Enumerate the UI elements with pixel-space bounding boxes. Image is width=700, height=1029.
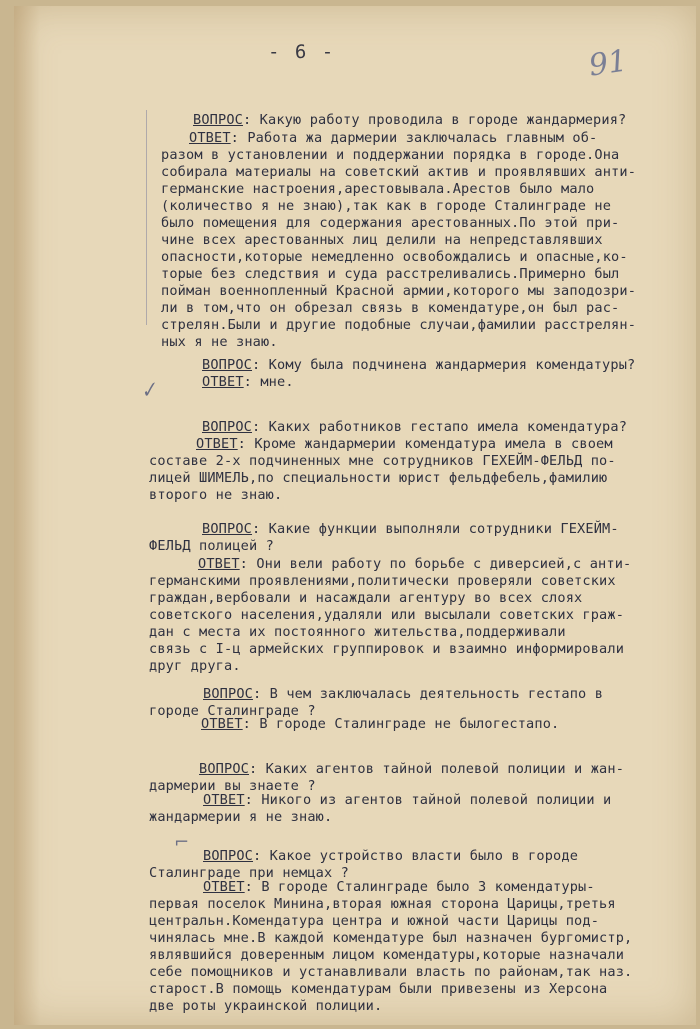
answer-line	[196, 436, 613, 453]
answer-line: торые без следствия и суда расстреливались.Примерно был	[161, 266, 620, 282]
answer-line: составе 2-х подчиненных мне сотрудников ГЕХЕЙМ-ФЕЛЬД по-	[149, 453, 616, 469]
question-text: : Какое устройство власти было в городе	[253, 848, 579, 864]
answer-text: : В городе Сталинграде не былогестапо.	[242, 716, 560, 732]
binding-edge	[14, 6, 40, 1025]
answer-text: : Никого из агентов тайной полевой полиции и	[244, 792, 612, 808]
answer-line: (количество я не знаю),так как в городе Сталинграде не	[161, 198, 612, 214]
answer-line: граждан,вербовали и насаждали агентуру во всех слоях	[149, 590, 583, 606]
question-line	[199, 761, 624, 778]
answer-line: опасности,которые немедленно освобождались и опасные,ко-	[161, 249, 628, 265]
answer-line: являвшийся доверенным лицом комендатуры,которые назначали	[149, 947, 625, 963]
answer-line: чинялась мне.В каждой комендатуре был назначен бургомистр,	[149, 930, 633, 946]
answer-line: германскими проявлениями,политически проверяли советских	[149, 573, 616, 589]
answer-text: : Кроме жандармерии комендатура имела в своем	[237, 436, 613, 452]
answer-line: связь с I-ц армейских группировок и взаимно информировали	[149, 641, 625, 657]
answer-text: : Работа жа дармерии заключалась главным об-	[230, 130, 598, 146]
answer-line: стрелян.Были и другие подобные случаи,фамилии расстрелян-	[161, 317, 637, 333]
answer-text: : Они вели работу по борьбе с диверсией,с анти-	[239, 556, 632, 572]
answer-label: ОТВЕТ	[196, 436, 238, 452]
answer-line: себе помощников и устанавливали власть по районам,так наз.	[149, 964, 633, 980]
question-text: : Какие функции выполняли сотрудники ГЕХЕЙМ-	[252, 521, 619, 537]
answer-label: ОТВЕТ	[203, 879, 245, 895]
answer-line: было помещения для содержания арестованных.По этой при-	[161, 215, 620, 231]
question-line	[202, 419, 627, 436]
answer-line: чине всех арестованных лиц делили на непредставлявших	[161, 232, 603, 248]
question-label: ВОПРОС	[202, 357, 253, 373]
question-line	[202, 357, 635, 374]
answer-label: ОТВЕТ	[201, 716, 243, 732]
answer-line: пойман военнопленный Красной армии,которого мы заподозри-	[161, 283, 637, 299]
question-text: : Каких работников гестапо имела комендатура?	[252, 419, 628, 435]
question-label: ВОПРОС	[202, 521, 253, 537]
answer-line: лицей ШИМЕЛЬ,по специальности юрист фельдфебель,фамилию	[149, 470, 608, 486]
answer-label: ОТВЕТ	[198, 556, 240, 572]
question-label: ВОПРОС	[193, 112, 244, 128]
answer-line	[201, 716, 559, 733]
answer-line: германские настроения,арестовывала.Арестов было мало	[161, 181, 595, 197]
question-continuation: Сталинграде при немцах ?	[149, 865, 350, 881]
answer-line: ных я не знаю.	[161, 334, 278, 350]
answer-label: ОТВЕТ	[189, 130, 231, 146]
answer-line	[198, 556, 631, 573]
answer-line: советского населения,удаляли или высылали советских граж-	[149, 607, 625, 623]
answer-line: второго не знаю.	[149, 487, 283, 503]
question-line	[203, 686, 603, 703]
question-text: : В чем заключалась деятельность гестапо в	[253, 686, 604, 702]
question-text: : Каких агентов тайной полевой полиции и жан-	[249, 761, 625, 777]
answer-line: ли в том,что он обрезал связь в комендатуре,он был рас-	[161, 300, 620, 316]
question-line	[203, 848, 578, 865]
answer-line	[203, 792, 611, 809]
answer-line: две роты украинской полиции.	[149, 998, 383, 1014]
answer-line	[202, 374, 294, 391]
margin-tick-mark: ⌐	[174, 832, 190, 853]
question-line	[202, 521, 619, 538]
answer-line: старост.В помощь комендатурам были привезены из Херсона	[149, 981, 608, 997]
answer-line: собирала материалы на советский актив и проявлявших анти-	[161, 164, 637, 180]
question-label: ВОПРОС	[202, 419, 253, 435]
answer-line: дан с места их постоянного жительства,поддерживали	[149, 624, 566, 640]
answer-line: первая поселок Минина,вторая южная сторона Царицы,третья	[149, 896, 616, 912]
answer-line	[203, 879, 595, 896]
question-line	[193, 112, 626, 129]
question-continuation: городе Сталинграде ?	[149, 703, 316, 719]
page-number: - 6 -	[268, 41, 336, 63]
question-continuation: дармерии вы знаете ?	[149, 778, 316, 794]
answer-text: : мне.	[243, 374, 294, 390]
margin-pencil-line	[146, 110, 147, 325]
question-label: ВОПРОС	[199, 761, 250, 777]
question-text: : Какую работу проводила в городе жандармерия?	[243, 112, 627, 128]
question-label: ВОПРОС	[203, 848, 254, 864]
answer-line: друг друга.	[149, 658, 241, 674]
answer-line	[189, 130, 597, 147]
question-continuation: ФЕЛЬД полицей ?	[149, 538, 275, 554]
archive-number: 91	[586, 43, 630, 84]
answer-text: : В городе Сталинграде было 3 комендатуры-	[244, 879, 595, 895]
answer-line: разом в установлении и поддержании порядка в городе.Она	[161, 147, 620, 163]
answer-label: ОТВЕТ	[203, 792, 245, 808]
answer-line: центральн.Комендатура центра и южной части Царицы под-	[149, 913, 600, 929]
margin-check-mark: ✓	[137, 376, 160, 404]
answer-label: ОТВЕТ	[202, 374, 244, 390]
answer-line: жандармерии я не знаю.	[149, 809, 333, 825]
question-label: ВОПРОС	[203, 686, 254, 702]
question-text: : Кому была подчинена жандармерия комендатуры?	[252, 357, 636, 373]
